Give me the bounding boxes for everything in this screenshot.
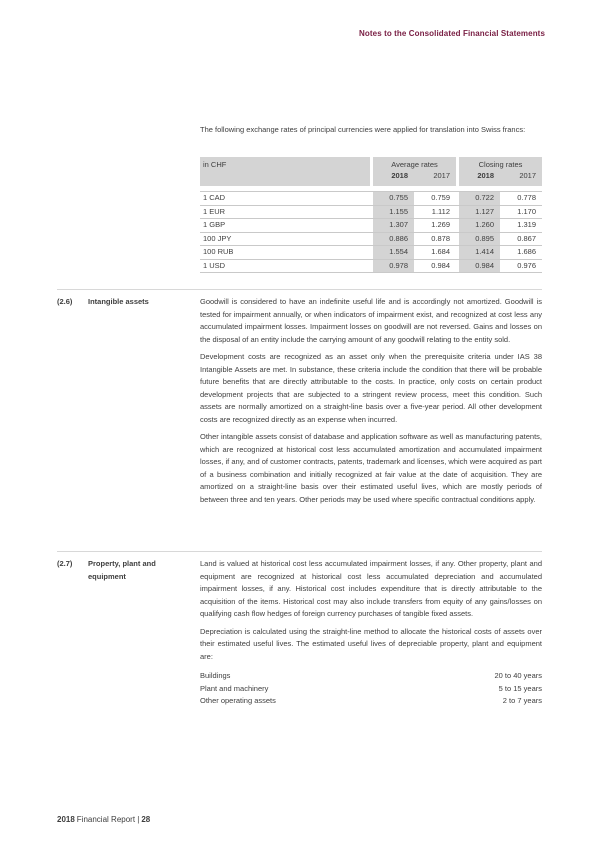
rate-value: 1.127 [459,206,500,219]
footer-label: Financial Report | [76,815,140,824]
avg-year-2018: 2018 [391,171,408,180]
rate-value: 0.984 [431,260,450,270]
currency-label: 1 GBP [203,220,226,229]
rate-value: 1.260 [459,219,500,232]
paragraph: Depreciation is calculated using the straight-line method to allocate the historical costs of assets over their estimated useful lives. The estimated useful lives of depreciable property, plant and equipment are: [200,626,542,661]
currency-label: 1 CAD [203,193,226,202]
table-row-cad [200,192,542,206]
rate-value: 1.319 [517,220,536,229]
section-2-6-intangible-assets [57,289,542,506]
table-unit-label: in CHF [200,157,370,186]
table-body [200,191,542,273]
rate-value: 1.155 [373,206,414,219]
useful-life-row [200,695,542,708]
avg-year-2017: 2017 [433,171,450,180]
rate-value: 1.112 [431,206,450,216]
useful-life-value: 5 to 15 years [498,683,542,693]
closing-rates-label: Closing rates [478,160,523,169]
table-row-jpy [200,233,542,247]
table-row-eur [200,206,542,220]
closing-rates-group [459,157,542,186]
rate-value: 0.778 [517,193,536,202]
rate-value: 1.307 [373,219,414,232]
paragraph: Goodwill is considered to have an indefinite useful life and is accordingly not amortized. Goodwill is tested for impairment annually, or when indicators of impairment exist, and recognized at cost less any accumulated impairment losses. Impairment losses on goodwill are not reversed. Gains and losses on the disposal of an entity include the carrying amount of any goodwill relating to the entity sold. [200,297,542,344]
useful-lives-list [200,670,542,708]
asset-class-label: Other operating assets [200,696,276,705]
footer-year: 2018 [57,815,75,824]
footer-page-number: 28 [141,815,151,824]
rate-value: 0.886 [373,233,414,246]
currency-label: 100 JPY [203,233,232,243]
rate-value: 1.414 [459,246,500,259]
useful-life-row [200,683,542,696]
rate-value: 0.984 [459,260,500,273]
rate-value: 0.895 [459,233,500,246]
rate-value: 1.554 [373,246,414,259]
rate-value: 0.978 [373,260,414,273]
section-number: (2.6) [57,297,73,306]
currency-label: 100 RUB [203,247,234,256]
paragraph: Land is valued at historical cost less accumulated impairment losses, if any. Other property, plant and equipment are recognized at historical cost less accumulated depreciation and accumulated impairment losses, if any. Historical cost includes expenditure that is directly attributable to the acquisition of the items. Historical cost may also include transfers from equity of any gains/losses on qualifying cash flow hedges of foreign currency purchases of tangible fixed assets. [200,559,542,618]
page-footer [57,815,152,824]
rate-value: 0.722 [459,192,500,205]
rate-value: 1.269 [431,220,450,229]
rate-value: 0.976 [517,260,536,270]
rate-value: 0.755 [373,192,414,205]
section-body [200,558,542,708]
close-year-2018: 2018 [477,171,494,180]
asset-class-label: Plant and machinery [200,683,269,693]
rate-value: 1.170 [517,206,536,216]
table-row-usd [200,260,542,274]
intro-paragraph: The following exchange rates of principal currencies were applied for translation into Swiss francs: [200,125,526,134]
average-rates-group [373,157,456,186]
useful-life-value: 20 to 40 years [494,671,542,680]
rate-value: 0.878 [431,233,450,243]
table-header [200,157,542,186]
table-row-gbp [200,219,542,233]
useful-life-value: 2 to 7 years [502,696,542,705]
rate-value: 1.686 [517,247,536,256]
section-body [200,296,542,506]
rate-value: 0.759 [431,193,450,202]
section-2-7-property-plant-equipment [57,551,542,708]
average-rates-label: Average rates [391,160,438,169]
section-title: Property, plant and equipment [88,559,156,581]
exchange-rates-table [200,157,542,273]
rate-value: 0.867 [517,233,536,243]
rate-value: 1.684 [431,247,450,256]
paragraph: Other intangible assets consist of database and application software as well as manufacturing patents, which are recognized at historical cost less accumulated amortization and accumulated impairment losses, if any, and of customer contracts, patents, trademark and licenses, which were acquired as part of a business combination and initially recognized at fair value at the date of acquisition. They are amortized on a straight-line basis over their estimated useful lives, which are mostly periods of between three and ten years. Other periods may be used where specific contractual conditions apply. [200,432,542,504]
close-year-2017: 2017 [519,171,536,180]
currency-label: 1 EUR [203,206,226,216]
currency-label: 1 USD [203,260,226,270]
asset-class-label: Buildings [200,671,231,680]
page-header-title: Notes to the Consolidated Financial Statements [359,29,545,38]
section-number: (2.7) [57,559,73,568]
table-row-rub [200,246,542,260]
useful-life-row [200,670,542,683]
paragraph: Development costs are recognized as an asset only when the prerequisite criteria under IAS 38 Intangible Assets are met. In substance, these criteria include the condition that there will be probable future benefits that are directly attributable to the costs. In practice, only costs on certain product development projects that are subjected to a stringent review process, meet this condition. Such assets are normally amortized on a straight-line basis over a five-year period. All other development costs are recognized directly as an expense when incurred. [200,352,542,424]
section-title: Intangible assets [88,297,149,306]
